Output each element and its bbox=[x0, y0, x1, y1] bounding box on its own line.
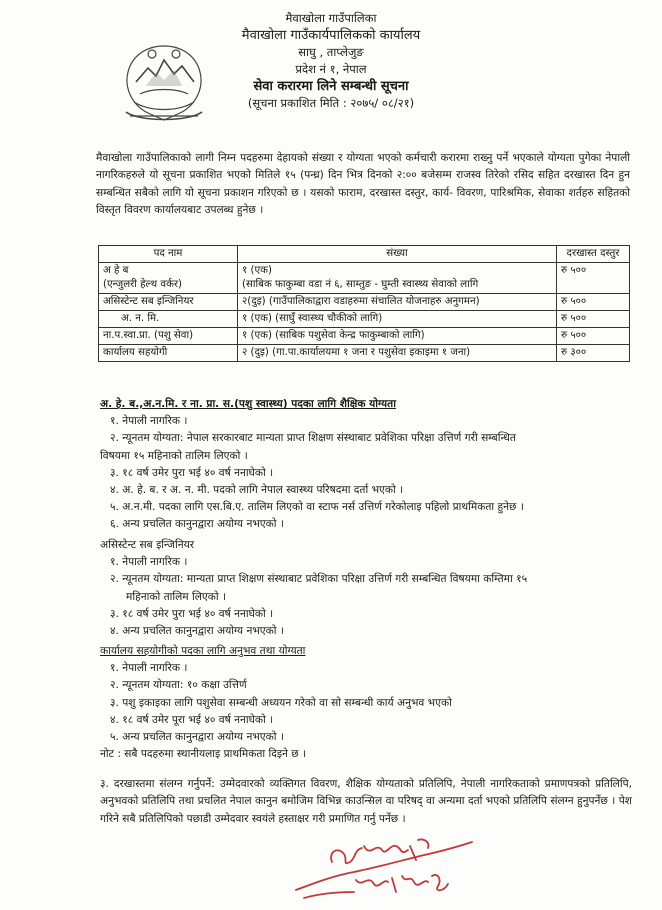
note-text: नोट : सबै पदहरुमा स्थानीयलाइ प्राथमिकता दिइने छ । bbox=[100, 748, 307, 761]
count-note: (साबिक फाकुम्बा वडा नं ६, साम्तुङ - घुम्ती स्वास्थ्य सेवाको लागि bbox=[242, 279, 479, 290]
table-row bbox=[99, 311, 630, 328]
count-cell: १ (एक) (साबिक पशुसेवा केन्द्र फाकुम्बाको लागि) bbox=[238, 328, 557, 345]
publish-date: (सूचना प्रकाशित मिति : २०७५/ ०८/२१) bbox=[247, 96, 415, 110]
table-row bbox=[99, 328, 630, 345]
list-item: ३. १८ वर्ष उमेर पुरा भई ४० वर्ष ननाघेको । bbox=[110, 466, 274, 479]
count-cell: २(दुइ) (गाउँपालिकाद्वारा वडाहरुमा संचालित योजनाहरु अनुगमन) bbox=[238, 294, 557, 311]
intro-paragraph: मैवाखोला गाउँपालिकाको लागी निम्न पदहरुमा देहायको संख्या र योग्यता भएको कर्मचारी करारमा राख्नु पर्ने भएकाले योग्यता पुगेका नेपाली नागरिकहरुले यो सूचना प्रकाशित भएको मितिले १५ (पन्ध्र) दिन भित्र दिनको २:०० बजेसम्म राजस्व तिरेको रसिद सहित दरखास्त दिन हुन सम्बन्धित सबैको लागि यो सूचना प्रकाशन गरिएको छ । यसको फाराम, दरखास्त दस्तुर, कार्य- विवरण, पारिश्रमिक, सेवाका शर्तहरु सहितको विस्तृत विवरण कार्यालयबाट उपलब्ध हुनेछ । bbox=[96, 152, 630, 217]
post-cell bbox=[99, 263, 238, 294]
list-item: विषयमा १५ महिनाको तालिम लिएको । bbox=[100, 449, 248, 462]
list-item: १. नेपाली नागरिक । bbox=[110, 415, 188, 428]
list-item: ४. १८ वर्ष उमेर पूरा भई ४० वर्ष ननाघेको । bbox=[110, 713, 274, 726]
fee-cell: रु ५०० bbox=[557, 263, 630, 294]
list-item: ५. अन्य प्रचलित कानुनद्वारा अयोग्य नभएको । bbox=[110, 731, 284, 744]
letterhead bbox=[0, 10, 662, 112]
fee-cell: रु ३०० bbox=[557, 345, 630, 362]
post-subtitle: (एन्जुलरी हेल्थ वर्कर) bbox=[103, 279, 183, 290]
count-value: १ (एक) bbox=[242, 265, 272, 276]
count-cell: १ (एक) (साघुँ स्वास्थ्य चौकीको लागि) bbox=[238, 311, 557, 328]
post-cell: ना.प.स्वा.प्रा. (पशु सेवा) bbox=[99, 328, 238, 345]
list-item: १. नेपाली नागरिक । bbox=[110, 662, 188, 675]
list-item: ४. अन्य प्रचलित कानुनद्वारा अयोग्य नभएको । bbox=[110, 625, 284, 638]
section-heading: कार्यालय सहयोगीको पदका लागि अनुभव तथा योग्यता bbox=[100, 645, 306, 657]
list-item: महिनाको तालिम लिएको । bbox=[126, 590, 227, 603]
post-name: अ हे ब bbox=[103, 265, 129, 276]
list-item: ६. अन्य प्रचलित कानुनद्वारा अयोग्य नभएको । bbox=[110, 518, 284, 531]
list-item: ५. अ.न.मी. पदका लागि एस.बि.ए. तालिम लिएको वा स्टाफ नर्स उत्तिर्ण गरेकोलाइ पहिलो प्राथमिकता हुनेछ । bbox=[110, 501, 524, 514]
office-name: मैवाखोला गाउँकार्यपालिकको कार्यालय bbox=[241, 28, 421, 43]
municipality-name: मैवाखोला गाउँपालिका bbox=[285, 11, 377, 25]
list-item: २. न्यूनतम योग्यता: १० कक्षा उत्तिर्ण bbox=[110, 679, 247, 692]
section-heading: अ. हे. ब.,अ.न.मि. र ना. प्रा. स.(पशु स्वास्थ्य) पदका लागि शैक्षिक योग्यता bbox=[100, 398, 396, 410]
table-row bbox=[99, 294, 630, 311]
count-cell bbox=[238, 263, 557, 294]
list-item: २. न्यूनतम योग्यता: नेपाल सरकारबाट मान्यता प्राप्त शिक्षण संस्थाबाट प्रवेशिका परिक्षा उत्तिर्ण गरी सम्बन्धित bbox=[110, 432, 516, 445]
section-health-qualifications bbox=[100, 396, 640, 534]
header-fee: दरखास्त दस्तुर bbox=[557, 246, 630, 263]
table-row bbox=[99, 263, 630, 294]
province: प्रदेश नं १, नेपाल bbox=[295, 62, 367, 76]
list-item: ४. अ. हे. ब. र अ. न. मी. पदको लागि नेपाल स्वास्थ्य परिषदमा दर्ता भएको । bbox=[110, 484, 404, 497]
fee-cell: रु ५०० bbox=[557, 311, 630, 328]
fee-cell: रु ५०० bbox=[557, 328, 630, 345]
fee-cell: रु ५०० bbox=[557, 294, 630, 311]
section-heading: असिस्टेन्ट सब इन्जिनियर bbox=[100, 539, 195, 551]
table-header-row bbox=[99, 246, 630, 263]
table-row bbox=[99, 345, 630, 362]
attachments-paragraph: ३. दरखास्तमा संलग्न गर्नुपर्ने: उम्मेदवारको व्यक्तिगत विवरण, शैक्षिक योग्यताको प्रतिलिपि, नेपाली नागरिकताको प्रमाणपत्रको प्रतिलिपि, अनुभवको प्रतिलिपि तथा प्रचलित नेपाल कानुन बमोजिम विभिन्न काउन्सिल वा परिषद् वा अन्यमा दर्ता भएको प्रतिलिपि संलग्न हुनुपर्नेछ । पेश गरिने सबै प्रतिलिपिको पछाडी उम्मेदवार स्वयंले हस्ताक्षर गरी प्रमाणित गर्नु पर्नेछ । bbox=[100, 778, 632, 825]
list-item: २. न्यूनतम योग्यता: मान्यता प्राप्त शिक्षण संस्थाबाट प्रवेशिका परिक्षा उत्तिर्ण गरी सम्बन्धित विषयमा कम्तिमा १५ bbox=[110, 573, 528, 586]
section-engineer-qualifications bbox=[100, 537, 640, 640]
handwritten-signature-icon bbox=[292, 832, 482, 904]
office-location: साघु , ताप्लेजुङ bbox=[298, 45, 364, 59]
notice-title: सेवा करारमा लिने सम्बन्धी सूचना bbox=[253, 79, 409, 94]
count-cell: २ (दुइ) (गा.पा.कार्यालयमा १ जना र पशुसेवा इकाइमा १ जना) bbox=[238, 345, 557, 362]
list-item: १. नेपाली नागरिक । bbox=[110, 556, 188, 569]
post-cell: असिस्टेन्ट सब इन्जिनियर bbox=[99, 294, 238, 311]
header-post-name: पद नाम bbox=[99, 246, 238, 263]
header-count: संख्या bbox=[238, 246, 557, 263]
post-cell: कार्यालय सहयोगी bbox=[99, 345, 238, 362]
list-item: ३. पशु इकाइका लागि पशुसेवा सम्बन्धी अध्ययन गरेको वा सो सम्बन्धी कार्य अनुभव भएको bbox=[110, 696, 452, 709]
post-cell: अ. न. मि. bbox=[99, 311, 238, 328]
posts-table bbox=[98, 245, 630, 362]
list-item: ३. १८ वर्ष उमेर पुरा भई ४० वर्ष ननाघेको । bbox=[110, 607, 274, 620]
section-office-assistant-qualifications bbox=[100, 643, 640, 763]
